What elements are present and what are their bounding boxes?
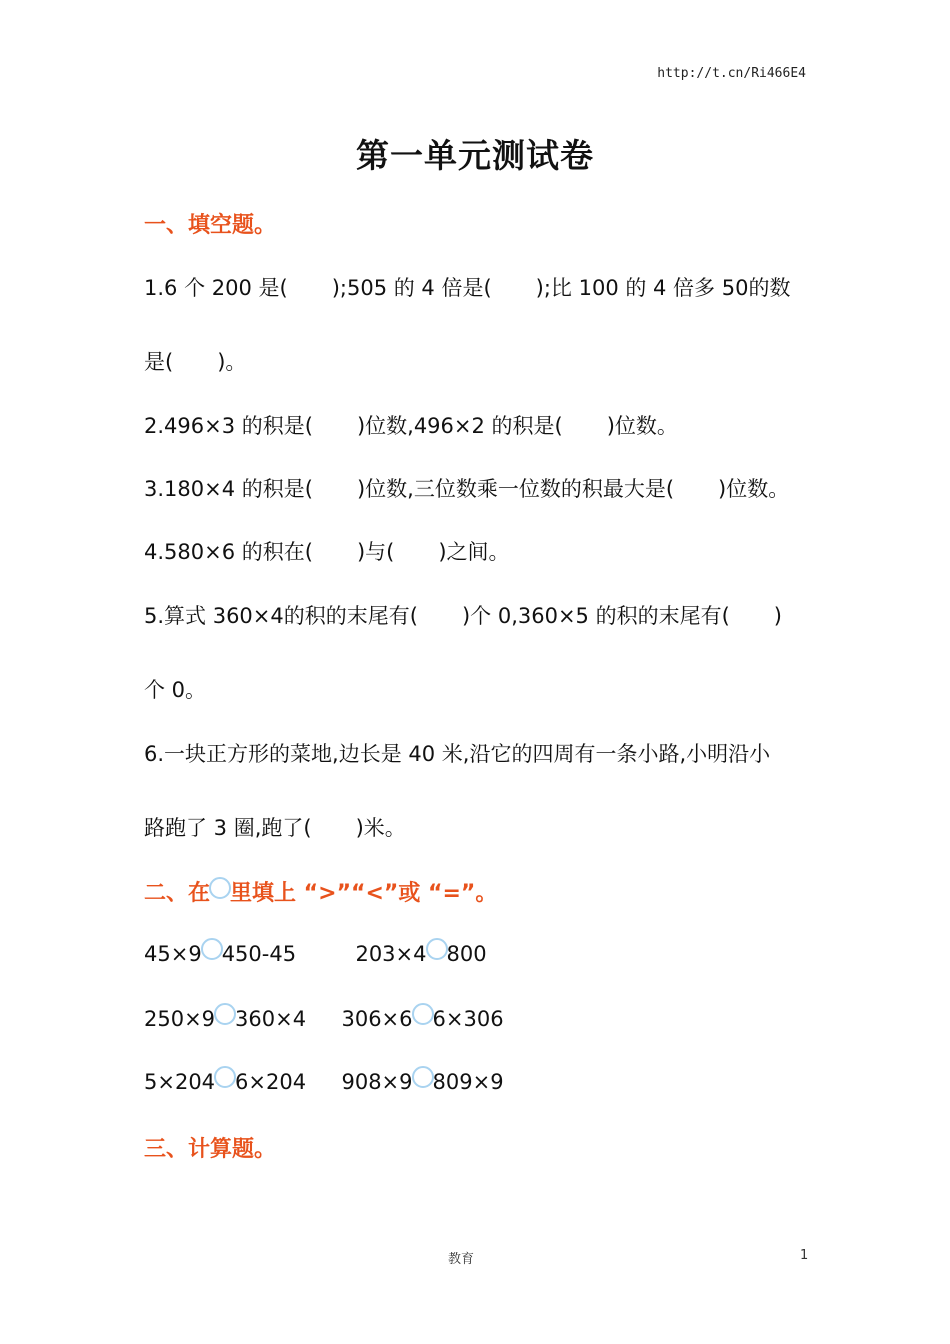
circle-blank-icon[interactable] [201,938,223,960]
q1-text-e: 的数 [748,276,791,300]
compare-left-1: 250×9 [144,1007,216,1031]
q5-text-b: 的积的末尾有( [283,604,418,628]
compare-right-1: 6×204 [235,1070,307,1094]
compare-right-2: 809×9 [432,1070,504,1094]
section-calculation: 三、计算题。 [144,1137,277,1162]
q4-text-a: 4.580×6 的积在( [144,540,313,564]
compare-row-1 [144,942,487,966]
compare-right-2: 6×306 [432,1007,504,1031]
q1-text-d: 0 的 4 倍多 50 [605,276,749,300]
circle-blank-icon [209,877,231,899]
compare-left-2: 306×6 [341,1007,413,1031]
q4-text-b: )与( [356,540,395,564]
section-compare [144,876,497,907]
footer-label: 教育 [447,1252,474,1267]
q3-text-c: )位数。 [718,477,790,501]
page-title: 第一单元测试卷 [356,136,594,175]
q3-text-a: 3.180×4 的积是( [144,477,313,501]
question-6-line-2 [144,812,406,842]
q2-text-c: )位数。 [606,414,678,438]
q1-text-b: );505 的 4 倍是( [331,276,492,300]
q3-text-b: )位数,三位数乘一位数的积最大是( [356,477,675,501]
page-number: 1 [800,1248,809,1263]
section-compare-text-a: 二、在 [144,881,211,906]
q1-text-a: 1.6 个 200 是( [144,276,288,300]
compare-left-1: 5×204 [144,1070,216,1094]
compare-right-1: 360×4 [235,1007,307,1031]
q2-text-b: )位数,496×2 的积是( [356,414,563,438]
section-compare-text-b: 里填上 “>”“<”或 “=”。 [230,881,498,906]
circle-blank-icon[interactable] [214,1066,236,1088]
q6-text-b: 路跑了 3 圈,跑了( [144,816,312,840]
circle-blank-icon[interactable] [412,1003,434,1025]
q5-text-c: )个 0,360×5 的积的末尾有( [461,604,730,628]
q6-text-c: )米。 [355,816,406,840]
question-2 [144,410,678,440]
compare-left-2: 908×9 [341,1070,413,1094]
q1-text-f: 是( [144,350,174,374]
q5-text-a: 5.算式 360×4 [144,604,284,628]
question-4 [144,536,510,566]
compare-right-1: 450-45 [221,942,297,966]
circle-blank-icon[interactable] [426,938,448,960]
circle-blank-icon[interactable] [214,1003,236,1025]
q1-text-g: )。 [217,350,247,374]
circle-blank-icon[interactable] [412,1066,434,1088]
compare-left-1: 45×9 [144,942,202,966]
compare-row-2 [144,1007,504,1031]
compare-right-2: 800 [446,942,487,966]
compare-left-2: 203×4 [355,942,427,966]
q5-text-d: ) [773,604,782,628]
question-1-line-2 [144,346,246,376]
question-3 [144,473,789,503]
question-5-line-1 [144,600,782,630]
question-1-line-1 [144,272,790,302]
question-6-line-1: 6.一块正方形的菜地,边长是 40 米,沿它的四周有一条小路,小明沿小 [144,742,771,766]
source-url: http://t.cn/Ri466E4 [657,66,806,81]
q4-text-c: )之间。 [438,540,510,564]
q1-text-c: );比 10 [535,276,606,300]
q2-text-a: 2.496×3 的积是( [144,414,313,438]
question-5-line-2: 个 0。 [144,678,207,702]
compare-row-3 [144,1070,504,1094]
section-fill-blank: 一、填空题。 [144,213,277,238]
